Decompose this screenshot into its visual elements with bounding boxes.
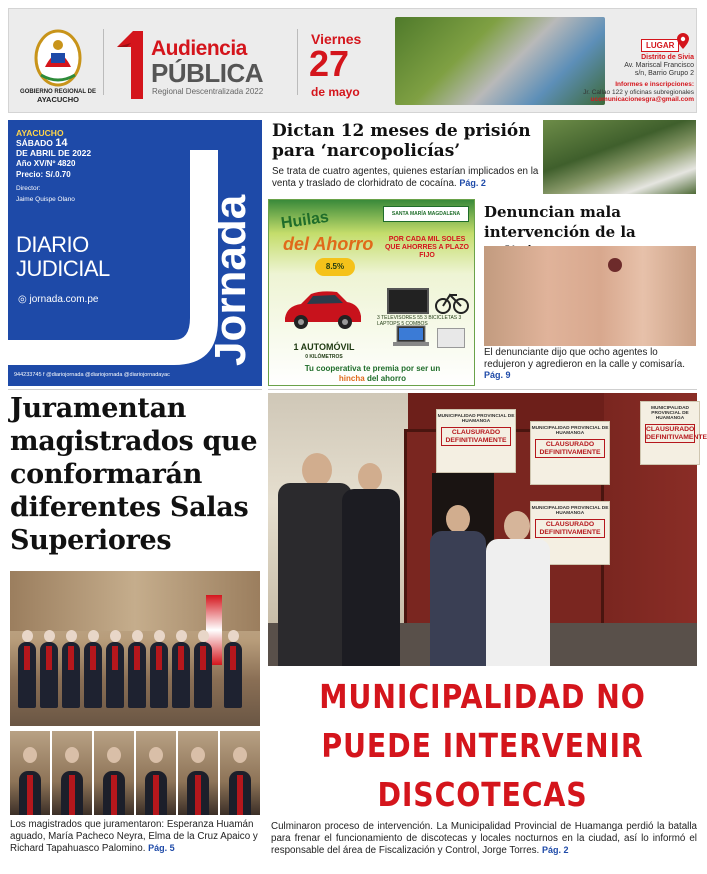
main-story-body: [271, 821, 697, 856]
magistrate-portrait: [94, 731, 134, 815]
masthead-website-text: jornada.com.pe: [29, 294, 99, 305]
closure-notice: [640, 401, 707, 465]
main-story-photo: [268, 393, 707, 666]
cooperative-savings-ad[interactable]: [268, 199, 475, 386]
story-magistrados-group-photo: [10, 571, 260, 726]
main-story-text: Culminaron proceso de intervención. La Municipalidad Provincial de Huamanga perdió la batalla para frenar el funcionamiento de discotecas y locales nocturnos en la ciudad, así lo informó el responsable del área de Fiscalización y Control, Jorge Torres.: [271, 821, 697, 856]
bicycle-icon: [435, 286, 469, 314]
story-narco-photo: [543, 120, 696, 194]
audiencia-subtitle: Regional Descentralizada 2022: [152, 87, 264, 96]
event-day-number: 27: [309, 43, 350, 84]
ad-title-line1: Huilas: [279, 208, 330, 233]
magistrate-portrait: [178, 731, 218, 815]
ad-footer-ahorro: del ahorro: [366, 374, 407, 383]
laptop-icon: [391, 324, 431, 348]
ad-footer-line2: [269, 374, 476, 384]
magistrate-portrait: [136, 731, 176, 815]
closure-notice-text: CLAUSURADO DEFINITIVAMENTE: [535, 439, 605, 458]
cooperative-logo: SANTA MARÍA MAGDALENA: [383, 206, 469, 222]
closure-notice-text: CLAUSURADO DEFINITIVAMENTE: [535, 519, 605, 538]
closure-notice-header: MUNICIPALIDAD PROVINCIAL DE HUAMANGA: [531, 426, 609, 436]
audiencia-publica-banner[interactable]: [8, 8, 697, 113]
ad-prize-car: [279, 342, 369, 362]
story-magistrados-body: [10, 819, 262, 854]
masthead-director-label: Director:: [16, 185, 41, 192]
inscriptions-info: [574, 81, 694, 104]
regional-government-name: [15, 89, 101, 103]
masthead-issue: Año XV/Nº 4820: [16, 159, 76, 168]
globe-icon: ◎: [18, 294, 27, 305]
photo-person-owner: [428, 505, 488, 666]
ad-title-line2: del Ahorro: [283, 234, 374, 254]
story-magistrados-title[interactable]: Juramentan magistrados que conformarán diferentes Salas Superiores: [10, 393, 258, 556]
story-policia-photo: [484, 246, 696, 346]
location-pin-icon: [677, 33, 689, 49]
magistrate-figure: [224, 642, 242, 708]
photo-person-inspector: [482, 511, 552, 666]
section-rule: [268, 389, 697, 390]
masthead: [8, 120, 262, 386]
event-month: de mayo: [311, 85, 360, 99]
ad-footer-line1: Tu cooperativa te premia por ser un: [304, 364, 441, 373]
main-headline[interactable]: MUNICIPALIDAD NO PUEDE INTERVENIR DISCOTECAS: [319, 677, 646, 814]
publica-title: PÚBLICA: [151, 58, 264, 88]
lugar-label: LUGAR: [641, 39, 679, 52]
newspaper-name-logo: [206, 130, 255, 370]
closure-notice-header: MUNICIPALIDAD PROVINCIAL DE HUAMANGA: [437, 414, 515, 424]
story-narco-title[interactable]: Dictan 12 meses de prisión para ‘narcopolicías’: [272, 121, 531, 161]
masthead-social-links[interactable]: 944233745 f @diariojornada @diariojornada @diariojornadayac: [14, 372, 170, 378]
ad-other-prizes: 3 TELEVISORES 55 3 BICICLETAS 3 LAPTOPS 5 COMBOS: [377, 315, 462, 327]
ad-prize-car-label: 1 AUTOMÓVIL: [293, 342, 355, 352]
magistrate-figure: [40, 642, 58, 708]
event-day-name: Viernes: [311, 31, 362, 47]
audiencia-number-one-logo: [111, 25, 151, 105]
gov-text-small: GOBIERNO REGIONAL DE: [20, 89, 96, 95]
closure-notice-text: CLAUSURADO DEFINITIVAMENTE: [645, 424, 695, 443]
regional-government-logo: [27, 27, 89, 89]
story-narco-body: [272, 166, 540, 189]
masthead-website[interactable]: [18, 294, 98, 305]
masthead-type-line2: JUDICIAL: [16, 256, 110, 281]
story-policia-photo-wound: [608, 258, 622, 272]
audiencia-title: Audiencia: [151, 37, 247, 60]
inscr-address: Jr. Callao 122 y oficinas subregionales: [583, 88, 694, 96]
bookshelf-background: [10, 571, 260, 631]
masthead-day-number: 14: [55, 137, 68, 149]
car-icon: [281, 288, 363, 332]
magistrate-figure: [18, 642, 36, 708]
ad-prize-car-km: 0 KILÓMETROS: [305, 354, 343, 360]
banner-divider: [103, 29, 104, 95]
story-policia-body: [484, 347, 696, 382]
magistrate-figure: [106, 642, 124, 708]
ad-footer-hincha: hincha: [338, 374, 365, 383]
inscr-title: Informes e inscripciones:: [615, 81, 694, 88]
story-policia-text: El denunciante dijo que ocho agentes lo redujeron y agredieron en la calle y comisaría.: [484, 347, 685, 370]
story-magistrados-page-ref[interactable]: Pág. 5: [148, 842, 175, 853]
lugar-details: [594, 54, 694, 78]
magistrate-portrait: [52, 731, 92, 815]
ad-footer: [269, 364, 476, 384]
lugar-address-2: s/n, Barrio Grupo 2: [634, 70, 694, 77]
ad-interest-rate: 8.5%: [315, 258, 355, 276]
masthead-director-name: Jaime Quispe Olano: [16, 196, 75, 203]
main-story-page-ref[interactable]: Pág. 2: [542, 844, 569, 855]
lugar-address-1: Av. Mariscal Francisco: [624, 62, 694, 69]
masthead-type-line1: DIARIO: [16, 232, 89, 257]
closure-notice: [530, 421, 610, 485]
masthead-price: Precio: S/.0.70: [16, 170, 71, 179]
closure-notice-header: MUNICIPALIDAD PROVINCIAL DE HUAMANGA: [650, 406, 690, 421]
magistrate-figure: [84, 642, 102, 708]
masthead-place: AYACUCHO: [16, 128, 64, 138]
magistrate-figure: [150, 642, 168, 708]
closure-notice-header: MUNICIPALIDAD PROVINCIAL DE HUAMANGA: [531, 506, 609, 516]
magistrate-portrait: [10, 731, 50, 815]
magistrate-figure: [172, 642, 190, 708]
inscr-email: ucomunicacionesgra@gmail.com: [590, 96, 694, 103]
tv-icon: [387, 288, 429, 314]
banner-divider: [297, 29, 298, 95]
story-policia-page-ref[interactable]: Pág. 9: [484, 370, 511, 381]
magistrate-figure: [194, 642, 212, 708]
lugar-place: Distrito de Sivia: [641, 54, 694, 61]
ad-promo-text: POR CADA MIL SOLES QUE AHORRES A PLAZO FIJO: [384, 236, 469, 259]
masthead-day-label: SÁBADO: [16, 138, 53, 148]
masthead-date: DE ABRIL DE 2022: [16, 148, 92, 158]
closure-notice: [436, 409, 516, 473]
newspaper-name-text: Jornada: [206, 194, 255, 366]
combo-appliance-icon: [437, 328, 465, 348]
closure-notice-text: CLAUSURADO DEFINITIVAMENTE: [441, 427, 511, 446]
magistrate-figure: [128, 642, 146, 708]
magistrate-figure: [62, 642, 80, 708]
story-narco-page-ref[interactable]: Pág. 2: [459, 177, 486, 188]
story-magistrados-text: Los magistrados que juramentaron: Esperanza Huamán aguado, María Pacheco Neyra, Elma de la Cruz Apaico y Richard Tapahuasco Palomino.: [10, 819, 258, 854]
section-rule: [8, 389, 262, 390]
story-narco-text: Se trata de cuatro agentes, quienes estarían implicados en la venta y traslado de clorhidrato de cocaína.: [272, 166, 539, 189]
photo-person-officer: [340, 463, 400, 666]
story-magistrados-portrait-strip: [10, 731, 260, 815]
magistrate-portrait: [220, 731, 260, 815]
story-policia-title[interactable]: Denuncian mala intervención de la: [484, 203, 636, 241]
gov-text-big: AYACUCHO: [37, 95, 79, 104]
